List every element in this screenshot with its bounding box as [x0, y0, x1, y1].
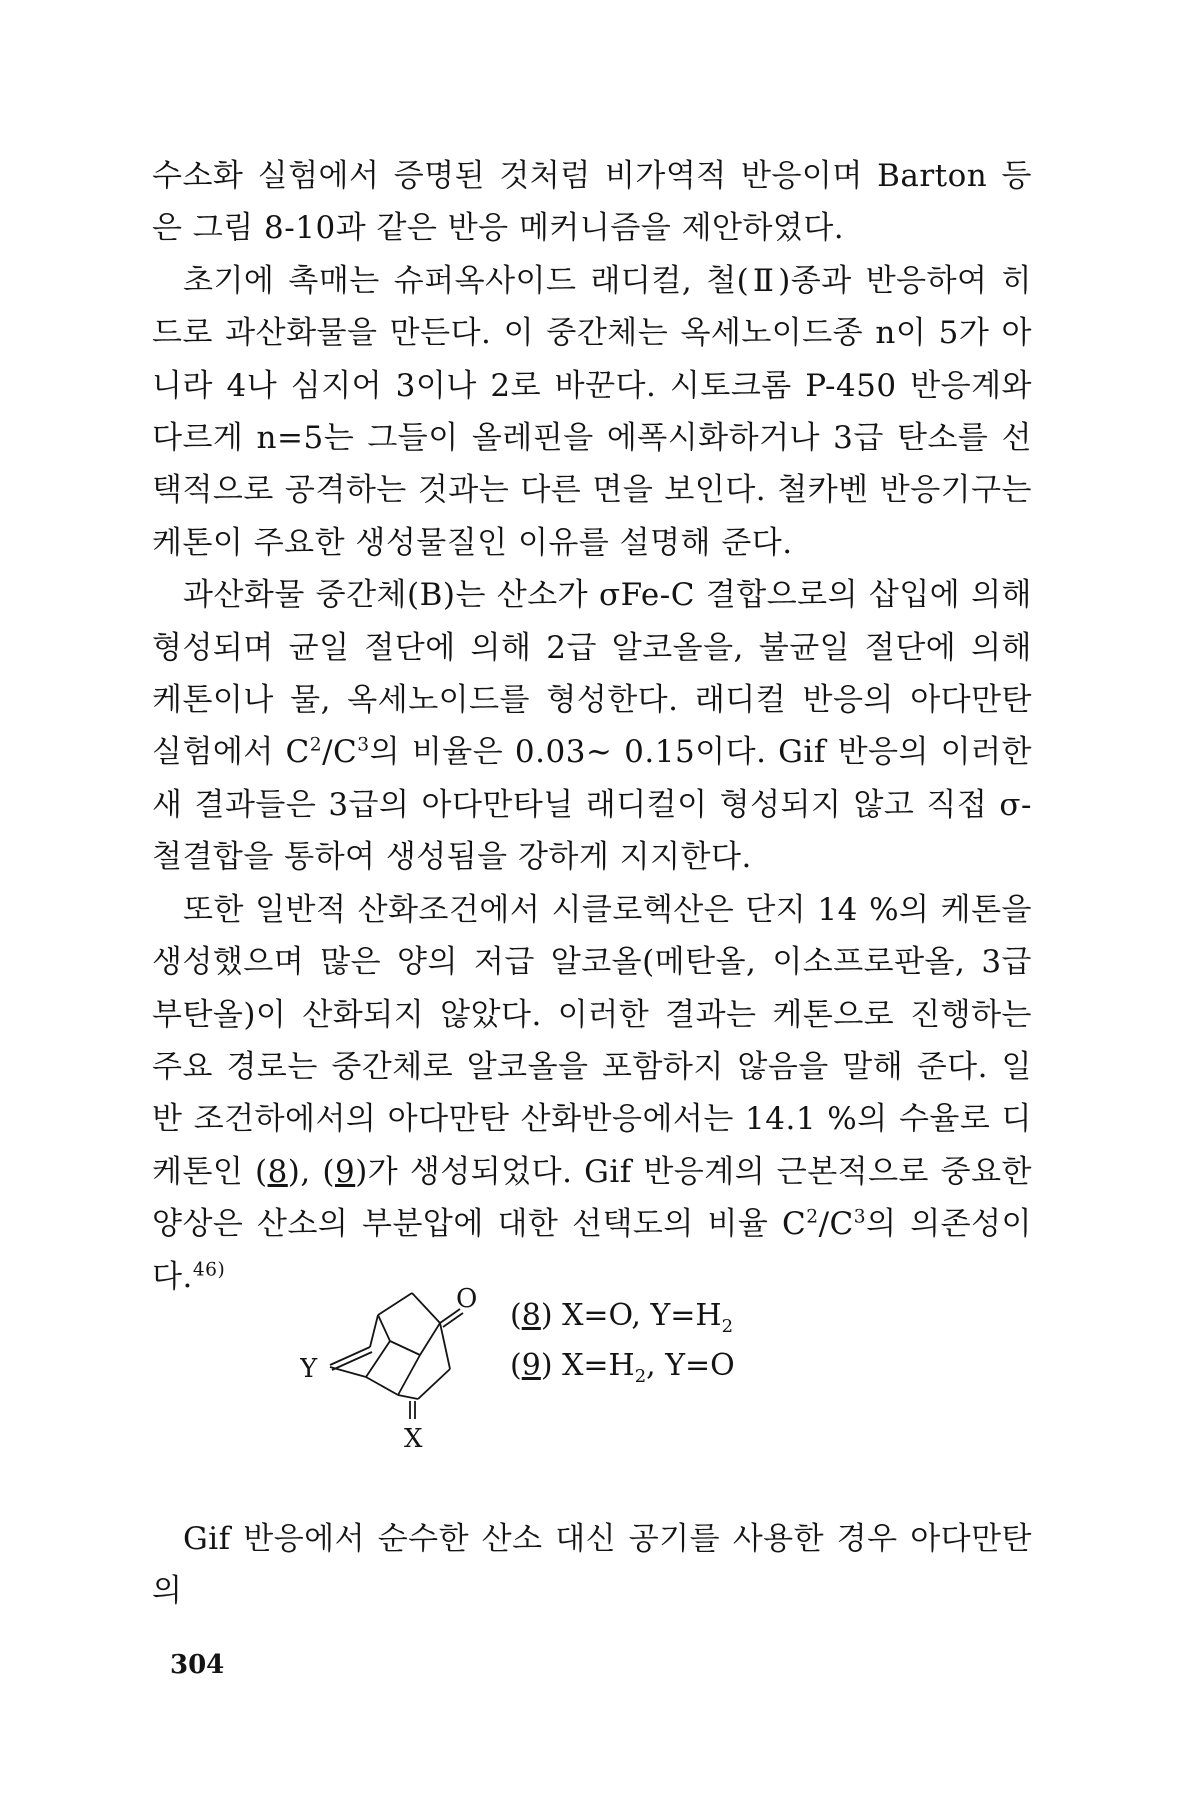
body-text [152, 150, 1032, 1303]
compound-8-subscript: 2 [721, 1316, 734, 1337]
bond [440, 1323, 450, 1369]
bond [420, 1323, 440, 1355]
paragraph-4 [152, 884, 1032, 1303]
compound-8-number: 8 [521, 1298, 541, 1333]
paragraph-4-text-e: 의 의존성이다. [152, 1206, 1032, 1295]
page-number: 304 [170, 1650, 225, 1680]
compound-8-label: (8) X=O, $Y=H_2$ [510, 1298, 734, 1337]
paragraph-2: 초기에 촉매는 슈퍼옥사이드 래디컬, 철(Ⅱ)종과 반응하여 히드로 과산화물을 만든다. 이 중간체는 옥세노이드종 n이 5가 아니라 4나 심지어 3이나 2로 바꾼다. 시토크롬 P-450 반응계와 다르게 n=5는 그들이 올레핀을 에폭시화하거나 3급 탄소를 선택적으로 공격하는 것과는 다른 면을 보인다. 철카벤 반응기구는 케톤이 주요한 생성물질인 이유를 설명해 준다. [152, 262, 1032, 561]
paragraph-4-text-c: )가 생성되었다. Gif 반응계의 근본적으로 중요한 양상은 산소의 부분압에 대한 선택도의 비율 C [152, 1153, 1032, 1243]
compound-9-text-b: , Y=O [646, 1348, 735, 1383]
bond [412, 1293, 440, 1323]
reference-46: 46) [192, 1259, 226, 1281]
paragraph-1: 수소화 실험에서 증명된 것처럼 비가역적 반응이며 Barton 등은 그림 8-10과 같은 반응 메커니즘을 제안하였다. [152, 158, 1032, 247]
adamantane-structure-drawing [300, 1285, 520, 1465]
bond [378, 1293, 412, 1315]
adamantane-structure-figure [300, 1285, 860, 1465]
bond [378, 1315, 390, 1341]
compound-9-text-a: X=H [562, 1348, 635, 1383]
paragraph-4-text-d: /C [818, 1206, 854, 1243]
bond [443, 1313, 463, 1327]
bond [366, 1377, 398, 1395]
paragraph-3-text-c: 의 비율은 0.03~ 0.15이다. Gif 반응의 이러한 새 결과들은 3급의 아다만타닐 래디컬이 형성되지 않고 직접 σ-철결합을 통하여 생성됨을 강하게 지지한다. [152, 734, 1032, 876]
paragraph-4-text-b: ), ( [287, 1153, 335, 1190]
atom-label-o: O [456, 1285, 478, 1314]
atom-label-x: X [404, 1424, 423, 1454]
paragraph-5: Gif 반응에서 순수한 산소 대신 공기를 사용한 경우 아다만탄의 [152, 1521, 1032, 1610]
bond [390, 1341, 420, 1355]
superscript-2: 2 [309, 735, 323, 757]
bond [370, 1315, 378, 1347]
compound-9-subscript: 2 [634, 1366, 647, 1387]
bond [330, 1367, 366, 1377]
compound-ref-8: 8 [267, 1153, 288, 1190]
paragraph-3-text-b: /C [322, 734, 358, 771]
compound-9-label: (9) $X=H_2$, Y=O [510, 1348, 735, 1387]
superscript-3: 3 [357, 735, 370, 757]
superscript-2b: 2 [806, 1206, 819, 1228]
bond [398, 1395, 418, 1399]
bond [398, 1355, 420, 1395]
paragraph-3-text-a: 과산화물 중간체(B)는 산소가 σFe-C 결합으로의 삽입에 의해 형성되며 균일 절단에 의해 2급 알코올을, 불균일 절단에 의해 케톤이나 물, 옥세노이드를 형성한다. 래디컬 반응의 아다만탄 실험에서 C [152, 577, 1032, 771]
paragraph-3 [152, 569, 1032, 883]
continuing-text [152, 1513, 1032, 1618]
superscript-3b: 3 [853, 1206, 867, 1228]
atom-label-y: Y [300, 1354, 318, 1384]
compound-9-number: 9 [521, 1348, 541, 1383]
bond [418, 1369, 450, 1399]
paragraph-4-text-a: 또한 일반적 산화조건에서 시클로헥산은 단지 14 %의 케톤을 생성했으며 많은 양의 저급 알코올(메탄올, 이소프로판올, 3급 부탄올)이 산화되지 않았다. 이러한 결과는 케톤으로 진행하는 주요 경로는 중간체로 알코올을 포함하지 않음을 말해 준다. 일반 조건하에서의 아다만탄 산화반응에서는 14.1 %의 수율로 디케톤인 ( [152, 891, 1032, 1190]
compound-ref-9: 9 [334, 1153, 356, 1190]
compound-8-text: X=O, Y=H [562, 1298, 722, 1333]
